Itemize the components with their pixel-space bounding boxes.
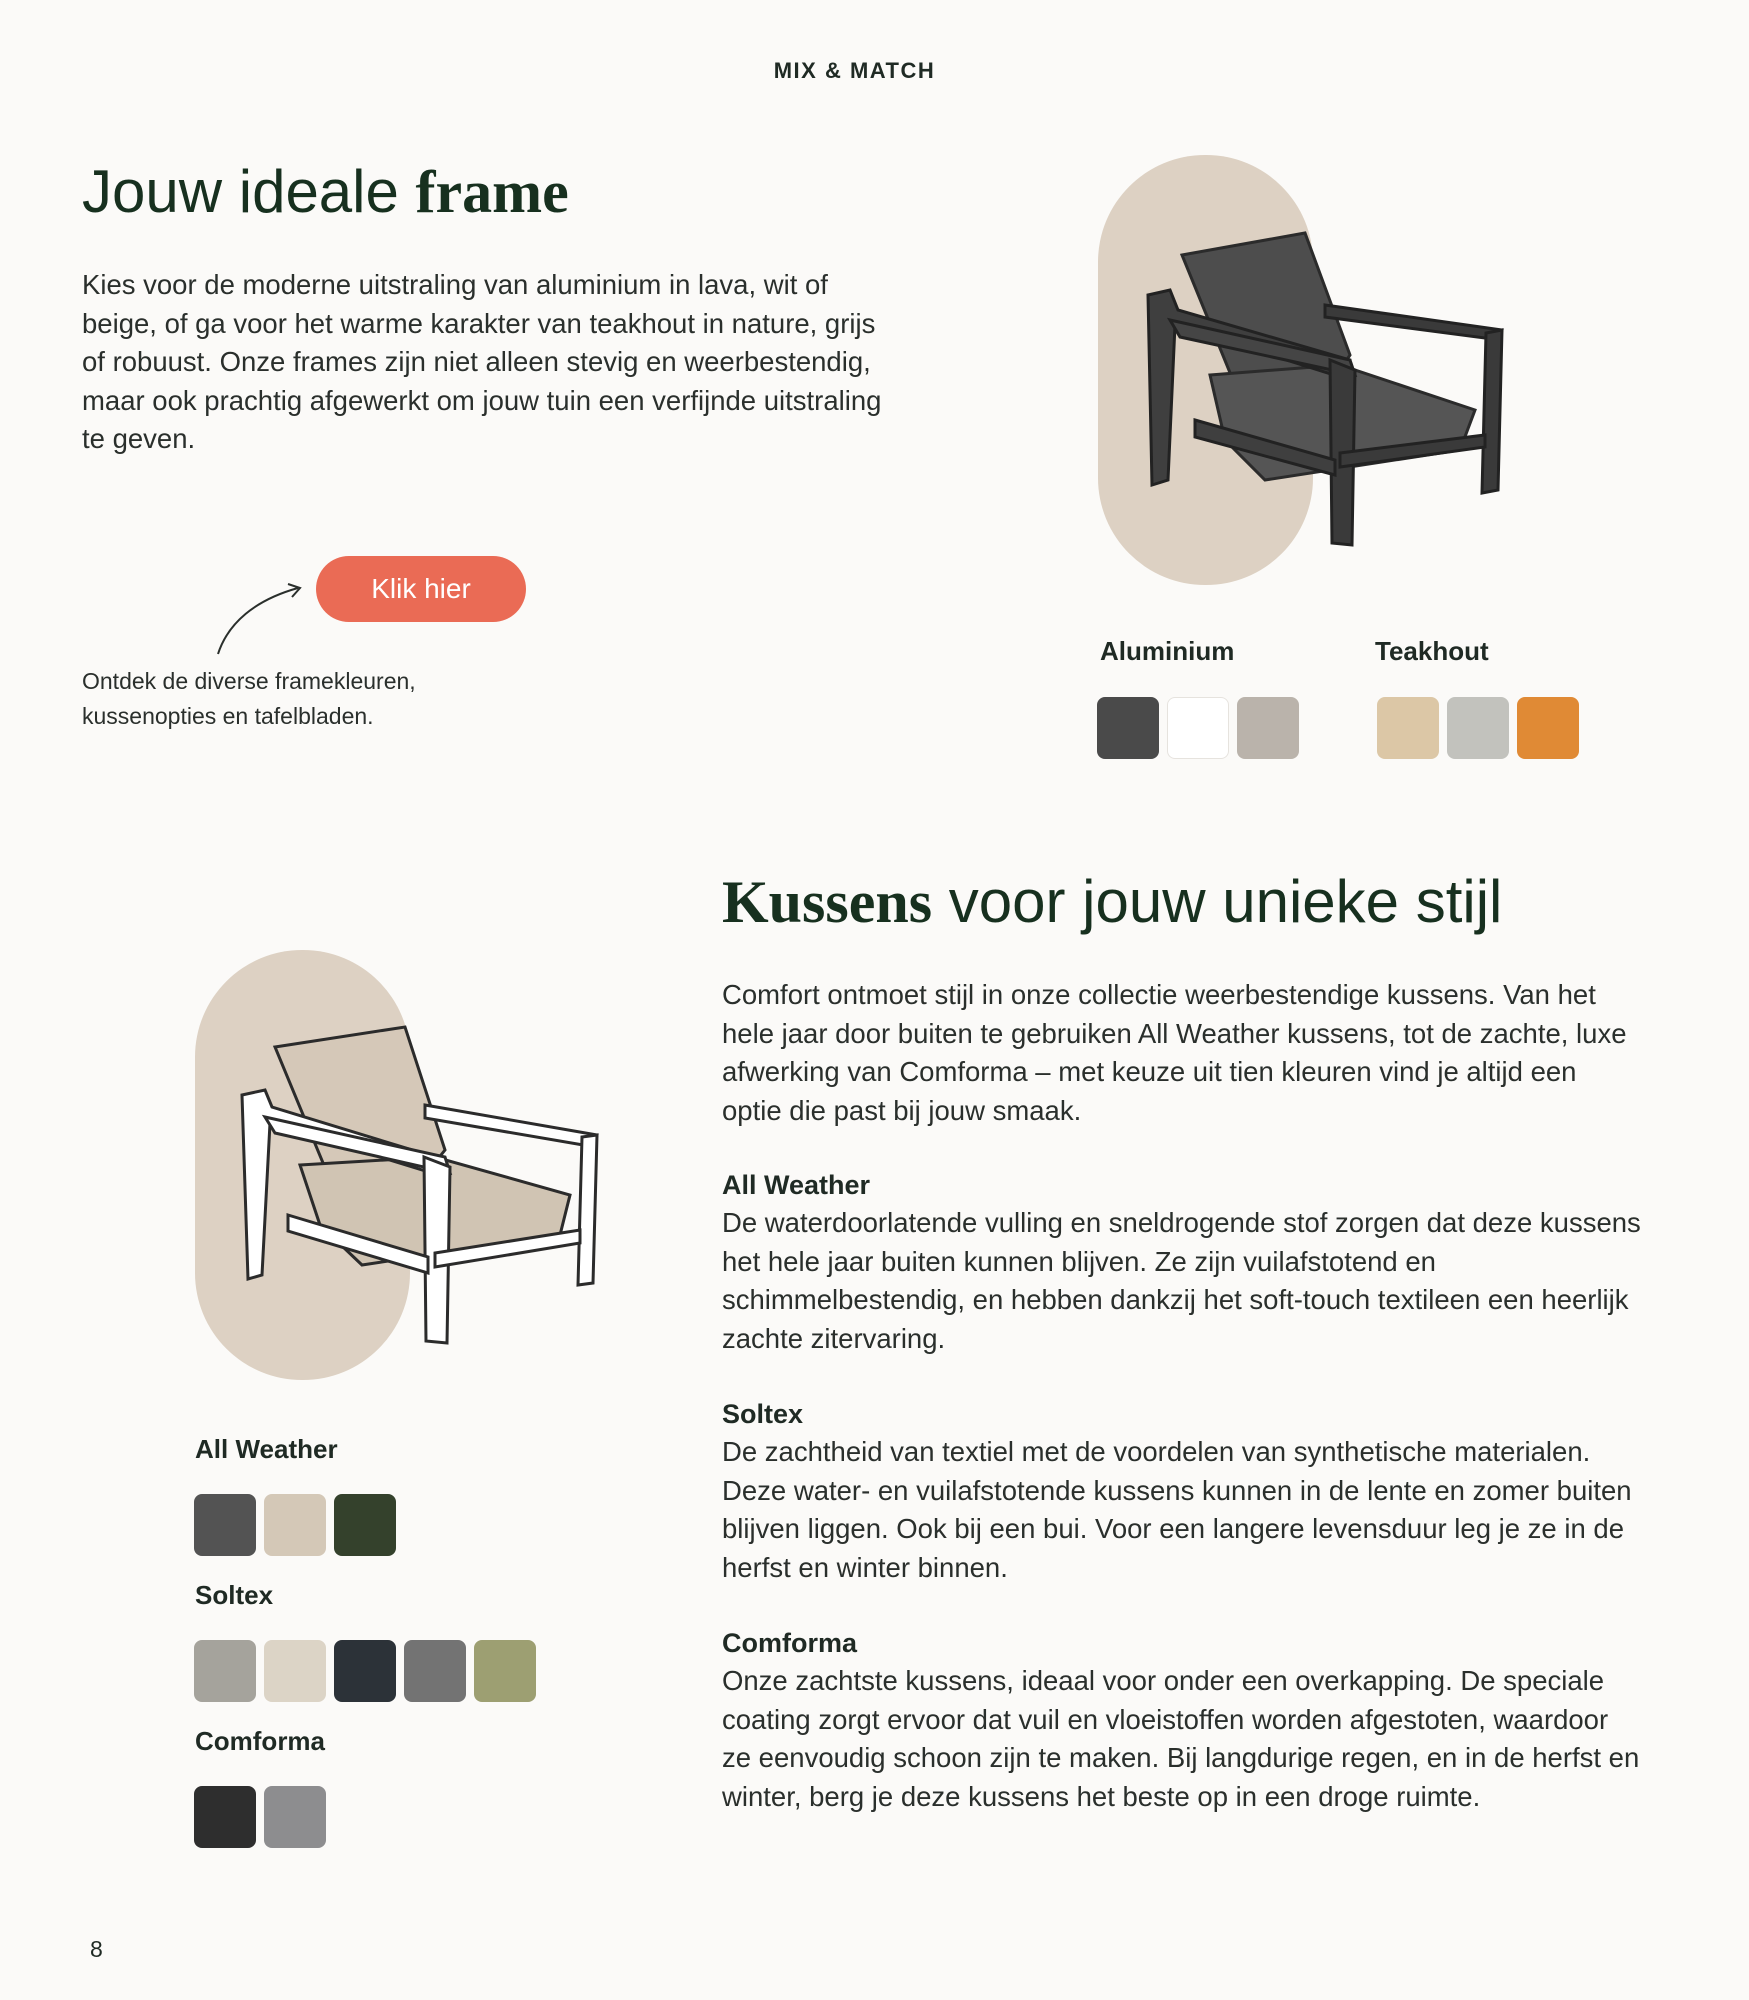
light-chair-illustration: [240, 1025, 610, 1355]
soltex-section: [722, 1395, 1642, 1587]
cushion-title-bold: Kussens: [722, 869, 933, 935]
klik-hier-button[interactable]: Klik hier: [316, 556, 526, 622]
comforma-swatch-2[interactable]: [264, 1786, 326, 1848]
frame-title: [82, 152, 569, 232]
comforma-swatch-label: Comforma: [195, 1726, 326, 1756]
aluminium-label: Aluminium: [1100, 636, 1235, 666]
all-weather-text: De waterdoorlatende vulling en sneldrogende stof zorgen dat deze kussens het hele jaar buiten kunnen blijven. Ze zijn vuilafstotend en schimmelbestendig, en hebben dankzij het soft-touch textileen een heerlijk zachte zitervaring.: [722, 1207, 1641, 1354]
teakhout-swatch-1[interactable]: [1377, 697, 1439, 759]
soltex-heading: Soltex: [722, 1399, 804, 1429]
soltex-text: De zachtheid van textiel met de voordelen van synthetische materialen. Deze water- en vuilafstotende kussens kunnen in de lente en zomer buiten blijven liggen. Ook bij een bui. Voor een langere levensduur leg je ze in de herfst en winter binnen.: [722, 1436, 1632, 1583]
all-weather-swatches: [194, 1494, 404, 1556]
teakhout-swatch-2[interactable]: [1447, 697, 1509, 759]
comforma-swatch-1[interactable]: [194, 1786, 256, 1848]
comforma-section: [722, 1624, 1642, 1816]
soltex-swatch-4[interactable]: [404, 1640, 466, 1702]
cta-caption: [82, 664, 542, 734]
frame-intro-text: Kies voor de moderne uitstraling van aluminium in lava, wit of beige, of ga voor het warme karakter van teakhout in nature, grijs of robuust. Onze frames zijn niet alleen stevig en weerbestendig, maar ook prachtig afgewerkt om jouw tuin een verfijnde uitstraling te geven.: [82, 269, 882, 454]
comforma-swatches: [194, 1786, 334, 1848]
dark-chair-illustration: [1140, 225, 1520, 555]
soltex-swatch-label: Soltex: [195, 1580, 274, 1610]
frame-title-bold: frame: [415, 159, 569, 225]
soltex-swatch-3[interactable]: [334, 1640, 396, 1702]
soltex-swatch-1[interactable]: [194, 1640, 256, 1702]
teakhout-swatch-3[interactable]: [1517, 697, 1579, 759]
all-weather-swatch-2[interactable]: [264, 1494, 326, 1556]
comforma-text: Onze zachtste kussens, ideaal voor onder een overkapping. De speciale coating zorgt ervoor dat vuil en vloeistoffen worden afgestoten, waardoor ze eenvoudig schoon zijn te maken. Bij langdurige regen, en in de herfst en winter, berg je deze kussens het beste op in een droge ruimte.: [722, 1665, 1640, 1812]
cta-caption-line-2: kussenopties en tafelbladen.: [82, 703, 374, 729]
comforma-heading: Comforma: [722, 1628, 858, 1658]
arrow-icon: [210, 578, 310, 658]
all-weather-swatch-3[interactable]: [334, 1494, 396, 1556]
aluminium-swatches: [1097, 697, 1307, 759]
aluminium-swatch-3[interactable]: [1237, 697, 1299, 759]
teakhout-swatches: [1377, 697, 1587, 759]
all-weather-section: [722, 1166, 1642, 1358]
all-weather-swatch-label: All Weather: [195, 1434, 338, 1464]
cushion-title: [722, 862, 1502, 942]
page-number: 8: [90, 1936, 103, 1962]
all-weather-heading: All Weather: [722, 1170, 871, 1200]
aluminium-swatch-2[interactable]: [1167, 697, 1229, 759]
aluminium-swatch-1[interactable]: [1097, 697, 1159, 759]
teakhout-label: Teakhout: [1375, 636, 1489, 666]
cushion-intro-text: Comfort ontmoet stijl in onze collectie weerbestendige kussens. Van het hele jaar door buiten te gebruiken All Weather kussens, tot de zachte, luxe afwerking van Comforma – met keuze uit tien kleuren vind je altijd een optie die past bij jouw smaak.: [722, 979, 1627, 1126]
cushion-title-light: voor jouw unieke stijl: [932, 868, 1503, 935]
cta-caption-line-1: Ontdek de diverse framekleuren,: [82, 668, 416, 694]
all-weather-swatch-1[interactable]: [194, 1494, 256, 1556]
soltex-swatches: [194, 1640, 544, 1702]
frame-title-light: Jouw ideale: [82, 158, 416, 225]
soltex-swatch-2[interactable]: [264, 1640, 326, 1702]
section-eyebrow: MIX & MATCH: [773, 58, 936, 83]
soltex-swatch-5[interactable]: [474, 1640, 536, 1702]
